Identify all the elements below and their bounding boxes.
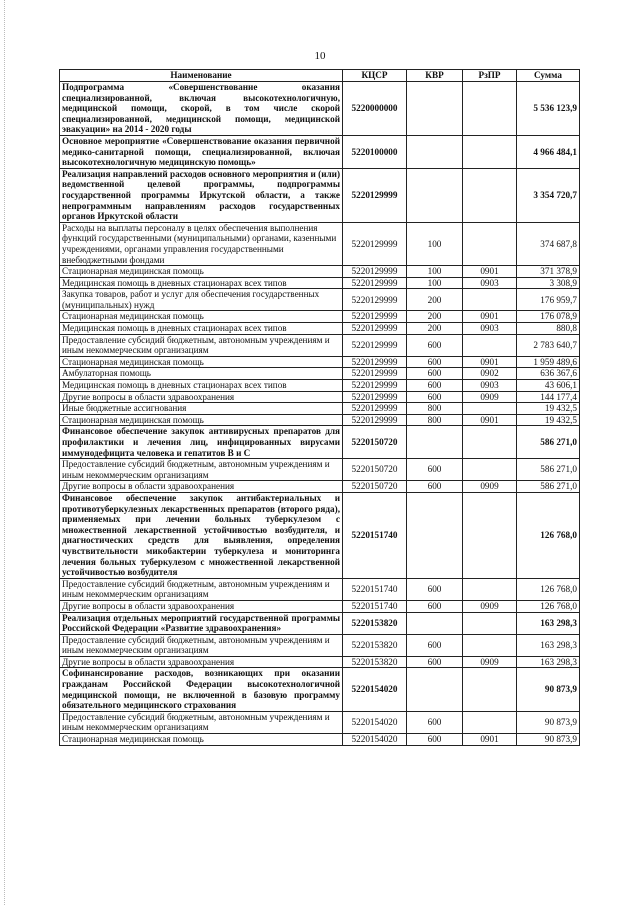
cell-kcsr: 5220150720	[343, 426, 407, 459]
cell-sum: 176 959,7	[517, 289, 580, 311]
cell-sum: 19 432,5	[517, 403, 580, 415]
cell-sum: 586 271,0	[517, 459, 580, 481]
cell-kvr	[407, 168, 463, 222]
cell-name: Предоставление субсидий бюджетным, автономным учреждениям и иным некоммерческим организациям	[60, 459, 343, 481]
cell-kcsr: 5220151740	[343, 600, 407, 612]
cell-kvr: 600	[407, 634, 463, 656]
cell-rzpr	[463, 222, 517, 265]
cell-name: Стационарная медицинская помощь	[60, 414, 343, 426]
cell-rzpr	[463, 492, 517, 578]
cell-kcsr: 5220151740	[343, 492, 407, 578]
cell-rzpr: 0901	[463, 356, 517, 368]
cell-kvr: 200	[407, 311, 463, 323]
cell-kcsr: 5220129999	[343, 391, 407, 403]
cell-kcsr: 5220153820	[343, 612, 407, 634]
cell-rzpr: 0901	[463, 266, 517, 278]
cell-sum: 586 271,0	[517, 426, 580, 459]
cell-kcsr: 5220154020	[343, 711, 407, 733]
cell-rzpr	[463, 168, 517, 222]
cell-kvr: 600	[407, 459, 463, 481]
cell-name: Предоставление субсидий бюджетным, автономным учреждениям и иным некоммерческим организациям	[60, 334, 343, 356]
cell-rzpr	[463, 403, 517, 415]
table-row	[60, 459, 580, 481]
cell-kcsr: 5220150720	[343, 459, 407, 481]
cell-name: Стационарная медицинская помощь	[60, 266, 343, 278]
cell-kcsr: 5220153820	[343, 634, 407, 656]
cell-name: Амбулаторная помощь	[60, 368, 343, 380]
cell-rzpr: 0901	[463, 734, 517, 746]
cell-sum: 43 606,1	[517, 380, 580, 392]
cell-sum: 163 298,3	[517, 656, 580, 668]
cell-rzpr: 0903	[463, 277, 517, 289]
cell-sum: 3 354 720,7	[517, 168, 580, 222]
cell-sum: 636 367,6	[517, 368, 580, 380]
cell-name: Медицинская помощь в дневных стационарах всех типов	[60, 323, 343, 335]
cell-rzpr	[463, 668, 517, 711]
table-row	[60, 668, 580, 711]
cell-name: Другие вопросы в области здравоохранения	[60, 481, 343, 493]
cell-kcsr: 5220129999	[343, 368, 407, 380]
cell-rzpr	[463, 612, 517, 634]
table-row	[60, 368, 580, 380]
cell-rzpr	[463, 578, 517, 600]
cell-kvr: 600	[407, 368, 463, 380]
cell-kcsr: 5220129999	[343, 356, 407, 368]
cell-name: Финансовое обеспечение закупок антивирусных препаратов для профилактики и лечения лиц, инфицированных вирусами иммунодефицита человека и гепатитов В и С	[60, 426, 343, 459]
cell-kcsr: 5220153820	[343, 656, 407, 668]
table-row	[60, 414, 580, 426]
cell-kvr: 600	[407, 481, 463, 493]
cell-kcsr: 5220129999	[343, 380, 407, 392]
cell-sum: 371 378,9	[517, 266, 580, 278]
cell-name: Предоставление субсидий бюджетным, автономным учреждениям и иным некоммерческим организациям	[60, 711, 343, 733]
cell-name: Стационарная медицинская помощь	[60, 734, 343, 746]
table-row	[60, 334, 580, 356]
cell-kcsr: 5220100000	[343, 135, 407, 168]
cell-name: Медицинская помощь в дневных стационарах всех типов	[60, 380, 343, 392]
cell-kvr: 800	[407, 414, 463, 426]
table-row	[60, 578, 580, 600]
cell-name: Реализация отдельных мероприятий государственной программы Российской Федерации «Развитие здравоохранения»	[60, 612, 343, 634]
table-row	[60, 311, 580, 323]
cell-kvr: 600	[407, 380, 463, 392]
cell-rzpr: 0903	[463, 323, 517, 335]
table-row	[60, 356, 580, 368]
cell-sum: 176 078,9	[517, 311, 580, 323]
cell-name: Медицинская помощь в дневных стационарах всех типов	[60, 277, 343, 289]
cell-name: Стационарная медицинская помощь	[60, 356, 343, 368]
cell-name: Другие вопросы в области здравоохранения	[60, 656, 343, 668]
cell-sum: 163 298,3	[517, 634, 580, 656]
cell-sum: 90 873,9	[517, 711, 580, 733]
cell-rzpr	[463, 426, 517, 459]
cell-sum: 163 298,3	[517, 612, 580, 634]
table-row	[60, 481, 580, 493]
table-row	[60, 277, 580, 289]
cell-kvr: 100	[407, 266, 463, 278]
cell-rzpr	[463, 334, 517, 356]
cell-kcsr: 5220129999	[343, 414, 407, 426]
table-row	[60, 168, 580, 222]
cell-kcsr: 5220151740	[343, 578, 407, 600]
table-row	[60, 612, 580, 634]
cell-kcsr: 5220129999	[343, 222, 407, 265]
cell-rzpr: 0902	[463, 368, 517, 380]
cell-rzpr: 0909	[463, 600, 517, 612]
cell-kvr: 800	[407, 403, 463, 415]
cell-kvr: 100	[407, 277, 463, 289]
cell-kvr: 600	[407, 711, 463, 733]
cell-kvr: 600	[407, 334, 463, 356]
cell-name: Реализация направлений расходов основного мероприятия и (или) ведомственной целевой программы, подпрограммы государственной программы Иркутской области, а также непрограммным направлениям расходов государственных органов Иркутской области	[60, 168, 343, 222]
table-header-row	[60, 70, 580, 82]
cell-kcsr: 5220129999	[343, 277, 407, 289]
cell-name: Предоставление субсидий бюджетным, автономным учреждениям и иным некоммерческим организациям	[60, 634, 343, 656]
header-kcsr: КЦСР	[343, 70, 407, 82]
cell-sum: 126 768,0	[517, 492, 580, 578]
cell-sum: 126 768,0	[517, 600, 580, 612]
cell-name: Закупка товаров, работ и услуг для обеспечения государственных (муниципальных) нужд	[60, 289, 343, 311]
cell-kvr	[407, 492, 463, 578]
table-row	[60, 711, 580, 733]
cell-kcsr: 5220154020	[343, 668, 407, 711]
cell-kcsr: 5220154020	[343, 734, 407, 746]
table-row	[60, 403, 580, 415]
cell-kvr: 600	[407, 734, 463, 746]
cell-name: Подпрограмма «Совершенствование оказания специализированной, включая высокотехнологичную, медицинской помощи, скорой, в том числе скорой специализированной, медицинской помощи, медицинской эвакуации» на 2014 - 2020 годы	[60, 82, 343, 136]
cell-name: Стационарная медицинская помощь	[60, 311, 343, 323]
table-row	[60, 656, 580, 668]
cell-name: Иные бюджетные ассигнования	[60, 403, 343, 415]
table-row	[60, 600, 580, 612]
cell-sum: 880,8	[517, 323, 580, 335]
cell-sum: 586 271,0	[517, 481, 580, 493]
cell-rzpr	[463, 459, 517, 481]
cell-sum: 90 873,9	[517, 734, 580, 746]
table-row	[60, 266, 580, 278]
cell-rzpr	[463, 82, 517, 136]
cell-kcsr: 5220129999	[343, 311, 407, 323]
cell-kcsr: 5220129999	[343, 323, 407, 335]
table-row	[60, 492, 580, 578]
cell-rzpr: 0909	[463, 656, 517, 668]
cell-kcsr: 5220129999	[343, 334, 407, 356]
cell-kvr: 200	[407, 289, 463, 311]
header-kvr: КВР	[407, 70, 463, 82]
table-row	[60, 734, 580, 746]
cell-kcsr: 5220129999	[343, 168, 407, 222]
cell-kvr: 600	[407, 578, 463, 600]
table-row	[60, 289, 580, 311]
budget-table	[59, 69, 580, 746]
cell-name: Основное мероприятие «Совершенствование оказания первичной медико-санитарной помощи, специализированной, включая высокотехнологичную медицинскую помощь»	[60, 135, 343, 168]
cell-name: Софинансирование расходов, возникающих при оказании гражданам Российской Федерации высокотехнологичной медицинской помощи, не включенной в базовую программу обязательного медицинского страхования	[60, 668, 343, 711]
scan-edge-line	[4, 0, 6, 905]
cell-rzpr: 0909	[463, 391, 517, 403]
cell-kvr	[407, 612, 463, 634]
cell-kvr	[407, 668, 463, 711]
cell-name: Финансовое обеспечение закупок антибактериальных и противотуберкулезных лекарственных препаратов (второго ряда), применяемых при лечении больных туберкулезом с множественной лекарственной устойчивостью возбудителя, и диагностических средств для выявления, определения чувствительности микобактерии туберкулеза и мониторинга лечения больных туберкулезом с множественной лекарственной устойчивостью возбудителя	[60, 492, 343, 578]
cell-kvr	[407, 426, 463, 459]
cell-kcsr: 5220129999	[343, 289, 407, 311]
cell-sum: 5 536 123,9	[517, 82, 580, 136]
table-body	[60, 82, 580, 746]
cell-name: Другие вопросы в области здравоохранения	[60, 391, 343, 403]
cell-sum: 374 687,8	[517, 222, 580, 265]
header-name: Наименование	[60, 70, 343, 82]
cell-rzpr: 0909	[463, 481, 517, 493]
cell-rzpr	[463, 135, 517, 168]
cell-sum: 3 308,9	[517, 277, 580, 289]
cell-rzpr	[463, 711, 517, 733]
cell-name: Предоставление субсидий бюджетным, автономным учреждениям и иным некоммерческим организациям	[60, 578, 343, 600]
cell-kvr: 100	[407, 222, 463, 265]
table-row	[60, 426, 580, 459]
cell-kcsr: 5220150720	[343, 481, 407, 493]
cell-sum: 1 959 489,6	[517, 356, 580, 368]
cell-sum: 4 966 484,1	[517, 135, 580, 168]
header-sum: Сумма	[517, 70, 580, 82]
cell-rzpr: 0901	[463, 311, 517, 323]
cell-sum: 2 783 640,7	[517, 334, 580, 356]
cell-sum: 126 768,0	[517, 578, 580, 600]
cell-kvr: 600	[407, 391, 463, 403]
table-row	[60, 82, 580, 136]
cell-sum: 90 873,9	[517, 668, 580, 711]
cell-kcsr: 5220129999	[343, 266, 407, 278]
cell-kvr: 600	[407, 600, 463, 612]
table-row	[60, 323, 580, 335]
page-number: 10	[314, 50, 326, 62]
cell-kvr	[407, 135, 463, 168]
table-row	[60, 135, 580, 168]
table-row	[60, 380, 580, 392]
cell-kvr: 200	[407, 323, 463, 335]
cell-kcsr: 5220000000	[343, 82, 407, 136]
cell-kvr	[407, 82, 463, 136]
cell-rzpr: 0903	[463, 380, 517, 392]
cell-name: Расходы на выплаты персоналу в целях обеспечения выполнения функций государственными (муниципальными) органами, казенными учреждениями, органами управления государственными внебюджетными фондами	[60, 222, 343, 265]
table-row	[60, 634, 580, 656]
cell-name: Другие вопросы в области здравоохранения	[60, 600, 343, 612]
cell-rzpr: 0901	[463, 414, 517, 426]
cell-rzpr	[463, 634, 517, 656]
table-row	[60, 222, 580, 265]
cell-kvr: 600	[407, 656, 463, 668]
cell-kcsr: 5220129999	[343, 403, 407, 415]
cell-sum: 144 177,4	[517, 391, 580, 403]
header-rzpr: РзПР	[463, 70, 517, 82]
cell-rzpr	[463, 289, 517, 311]
cell-sum: 19 432,5	[517, 414, 580, 426]
cell-kvr: 600	[407, 356, 463, 368]
table-row	[60, 391, 580, 403]
